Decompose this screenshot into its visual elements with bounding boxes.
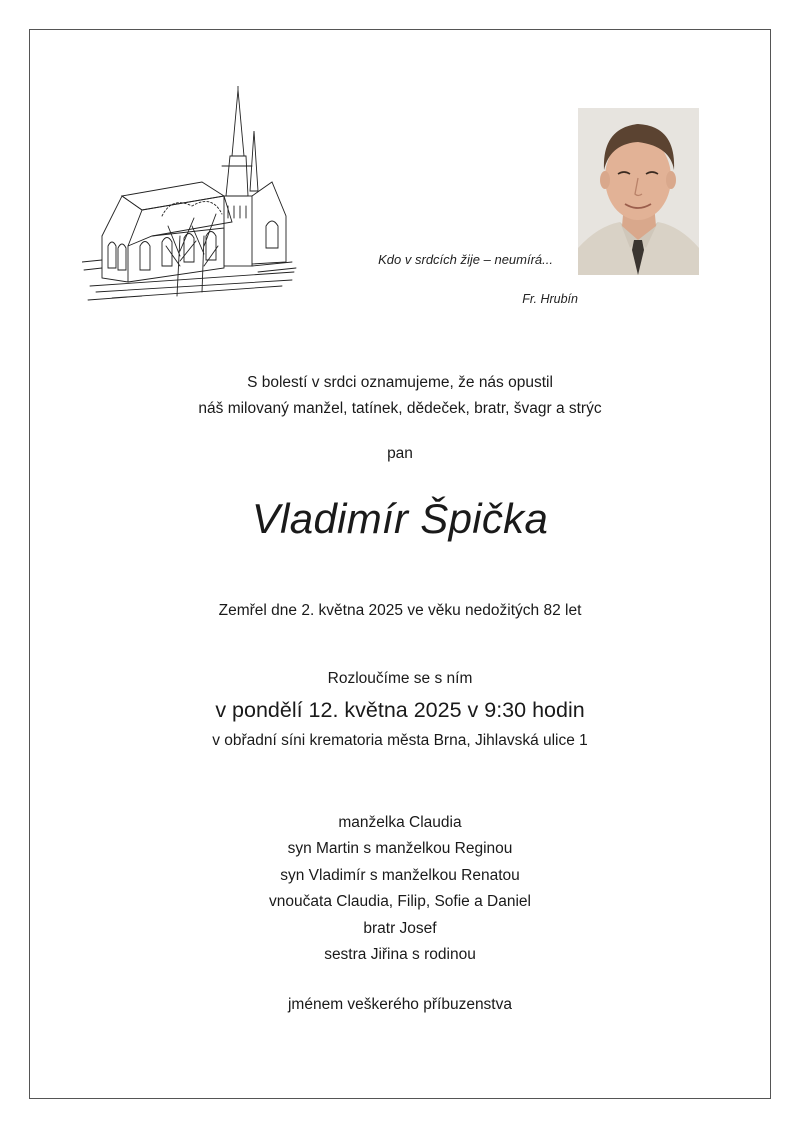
announcement-line: náš milovaný manžel, tatínek, dědeček, bratr, švagr a strýc [198,400,602,417]
quote-author: Fr. Hrubín [522,292,578,306]
farewell-intro: Rozloučíme se s ním [327,670,473,687]
mourner: bratr Josef [363,919,437,937]
closing-line: jménem veškerého příbuzenstva [287,996,512,1013]
mourners-list [0,810,800,968]
deceased-name: Vladimír Špička [251,495,549,542]
salutation: pan [387,445,413,462]
mourner: syn Martin s manželkou Reginou [287,840,513,858]
church-sketch-illustration [82,86,302,304]
mourner: syn Vladimír s manželkou Renatou [280,866,520,884]
memorial-quote: Kdo v srdcích žije – neumírá... [378,252,553,267]
mourner: manželka Claudia [338,814,462,831]
death-info: Zemřel dne 2. května 2025 ve věku nedožitých 82 let [218,602,582,619]
mourner: sestra Jiřina s rodinou [324,946,476,964]
mourner: vnoučata Claudia, Filip, Sofie a Daniel [269,893,531,911]
announcement-line: S bolestí v srdci oznamujeme, že nás opustil [247,374,553,391]
announcement [0,370,800,422]
farewell-datetime: v pondělí 12. května 2025 v 9:30 hodin [215,698,585,722]
farewell-place: v obřadní síni krematoria města Brna, Jihlavská ulice 1 [212,732,588,749]
portrait-photo [578,108,699,275]
